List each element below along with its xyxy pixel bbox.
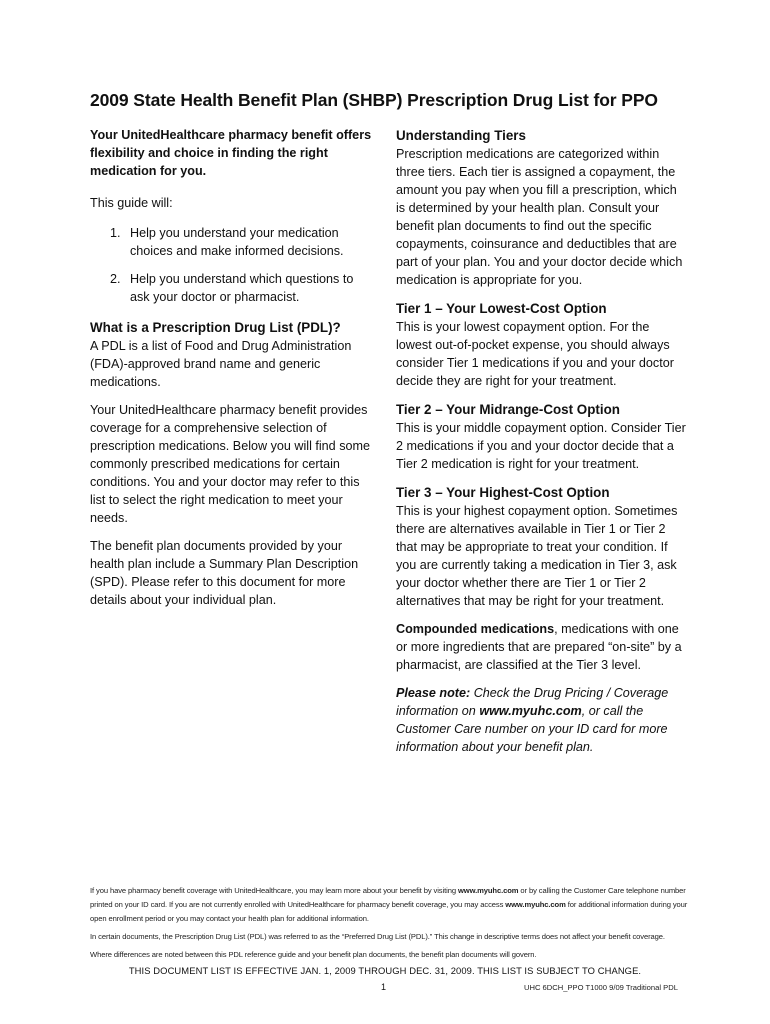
please-note-paragraph	[396, 684, 688, 756]
pdl-paragraph-3: The benefit plan documents provided by your health plan include a Summary Plan Description (SPD). Please refer to this document for more details about your individual plan.	[90, 539, 359, 607]
list-number: 1.	[110, 226, 121, 240]
left-column	[90, 126, 372, 609]
tiers-heading: Understanding Tiers	[396, 128, 526, 143]
footnote-1-text-a: If you have pharmacy benefit coverage with UnitedHealthcare, you may learn more about your benefit by visiting	[90, 886, 458, 895]
guide-list	[90, 224, 372, 306]
effective-notice: THIS DOCUMENT LIST IS EFFECTIVE JAN. 1, 2009 THROUGH DEC. 31, 2009. THIS LIST IS SUBJECT TO CHANGE.	[128, 965, 642, 976]
intro-text: Your UnitedHealthcare pharmacy benefit offers flexibility and choice in finding the right medication for you.	[90, 128, 372, 178]
list-text: Help you understand your medication choices and make informed decisions.	[130, 226, 344, 258]
pdl-paragraph-2: Your UnitedHealthcare pharmacy benefit provides coverage for a comprehensive selection of prescription medications. Below you will find some commonly prescribed medications for certain conditions. You and your doctor may refer to this list to select the right medication to meet your needs.	[90, 403, 370, 525]
tier2-paragraph: This is your middle copayment option. Consider Tier 2 medications if you and your doctor decide that a Tier 2 medication is right for your treatment.	[396, 421, 686, 471]
tier3-paragraph: This is your highest copayment option. Sometimes there are alternatives available in Tier 1 or Tier 2 that may be appropriate to treat your condition. If you are currently taking a medication in Tier 3, ask your doctor whether there are Tier 1 or Tier 2 alternatives that may be right for your treatment.	[396, 504, 678, 608]
footnote-1-text-b: or by calling the Customer Care telephone number printed on your ID card. If you are not currently enrolled with UnitedHealthcare for pharmacy benefit coverage, you may access	[90, 886, 686, 909]
pdl-paragraph-1: A PDL is a list of Food and Drug Administration (FDA)-approved brand name and generic medications.	[90, 339, 352, 389]
tier2-heading: Tier 2 – Your Midrange-Cost Option	[396, 402, 620, 417]
footnote-1	[90, 884, 690, 926]
list-text: Help you understand which questions to ask your doctor or pharmacist.	[130, 272, 354, 304]
footnotes	[90, 884, 690, 962]
compounded-text: , medications with one or more ingredients that are prepared “on-site” by a pharmacist, are classified at the Tier 3 level.	[396, 622, 682, 672]
footnote-myuhc-link[interactable]: www.myuhc.com	[457, 886, 519, 895]
footnote-3: Where differences are noted between this PDL reference guide and your benefit plan documents, the benefit plan documents will govern.	[90, 950, 537, 959]
myuhc-link[interactable]: www.myuhc.com	[479, 704, 582, 718]
please-note-text-a: Check the Drug Pricing / Coverage information on	[396, 686, 669, 718]
list-number: 2.	[110, 272, 121, 286]
tiers-paragraph: Prescription medications are categorized within three tiers. Each tier is assigned a copayment, the amount you pay when you fill a prescription, which is determined by your health plan. Consult your benefit plan documents to find out the specific copayments, coinsurance and deductibles that are part of your plan. You and your doctor decide which medication is appropriate for you.	[396, 147, 683, 287]
tier3-heading: Tier 3 – Your Highest-Cost Option	[396, 485, 610, 500]
guide-lead: This guide will:	[90, 196, 173, 210]
document-code: UHC 6DCH_PPO T1000 9/09 Traditional PDL	[524, 983, 678, 992]
footnote-1-text-c: for additional information during your open enrollment period or you may contact your health plan for additional information.	[90, 900, 688, 923]
list-item	[90, 270, 372, 306]
footnote-myuhc-link-2[interactable]: www.myuhc.com	[505, 900, 566, 909]
tier1-heading: Tier 1 – Your Lowest-Cost Option	[396, 301, 607, 316]
right-column	[396, 126, 688, 756]
tier1-paragraph: This is your lowest copayment option. For the lowest out-of-pocket expense, you should always consider Tier 1 medications if you and your doctor decide they are right for your treatment.	[396, 320, 674, 388]
compounded-bold: Compounded medications	[396, 622, 555, 636]
pdl-heading: What is a Prescription Drug List (PDL)?	[90, 320, 341, 335]
page-number: 1	[381, 982, 387, 992]
list-item	[90, 224, 372, 260]
page-title: 2009 State Health Benefit Plan (SHBP) Prescription Drug List for PPO	[90, 90, 658, 110]
footnote-2: In certain documents, the Prescription Drug List (PDL) was referred to as the “Preferred Drug List (PDL).” This change in descriptive terms does not affect your benefit coverage.	[90, 932, 665, 941]
compounded-paragraph	[396, 620, 688, 674]
please-note-text-b: , or call the Customer Care number on your ID card for more information about your benefit plan.	[396, 704, 668, 754]
please-note-label: Please note:	[396, 686, 471, 700]
